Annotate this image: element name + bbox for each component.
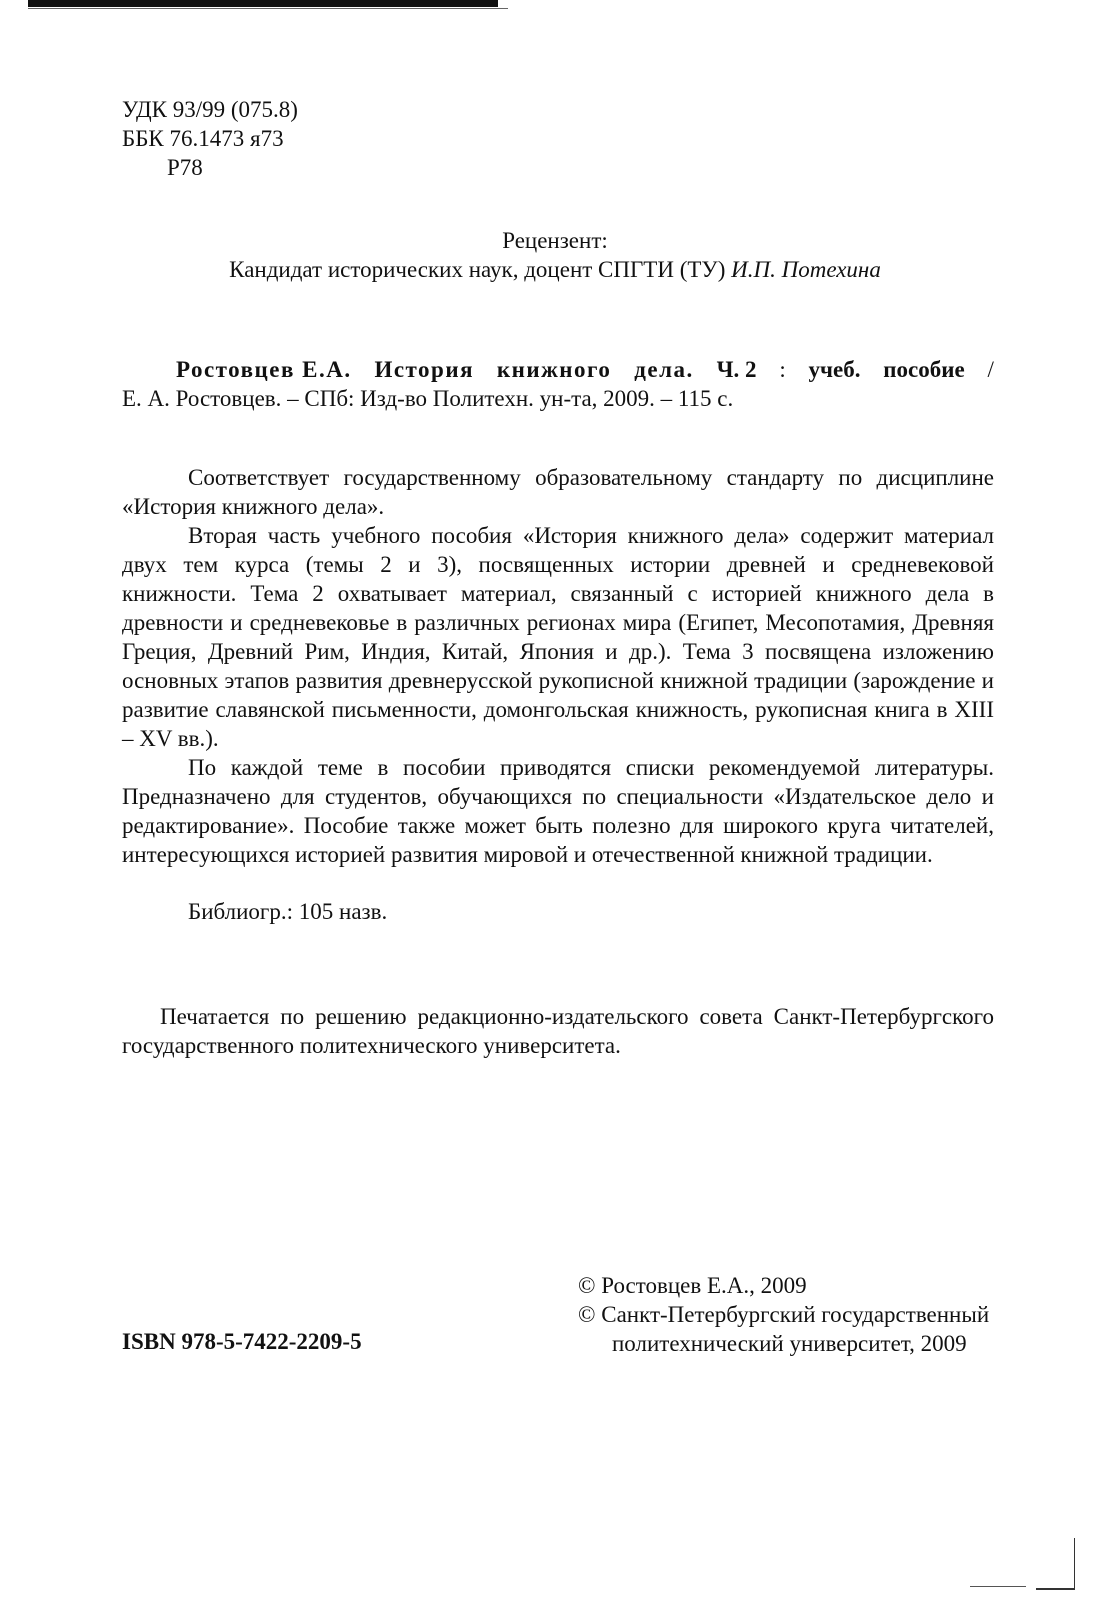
reviewer-name: И.П. Потехина (731, 257, 881, 282)
bib-word-3: дела. (634, 357, 694, 382)
bibliographic-record (122, 355, 994, 413)
copyright-line-1: © Ростовцев Е.А., 2009 (578, 1273, 807, 1298)
author-mark: Р78 (167, 155, 203, 180)
bib-line-2: Е. А. Ростовцев. – СПб: Изд-во Политехн. ун-та, 2009. – 115 с. (122, 386, 734, 411)
annotation-paragraph-2: Вторая часть учебного пособия «История книжного дела» содержит материал двух тем курса (темы 2 и 3), посвященных истории древней и средневековой книжности. Тема 2 охватывает материал, связанный с историей книжного дела в древности и средневековье в различных регионах мира (Египет, Месопотамия, Древняя Греция, Древний Рим, Индия, Китай, Япония и др.). Тема 3 посвящена изложению основных этапов развития древнерусской рукописной книжной традиции (зарождение и развитие славянской письменности, домонгольская книжность, рукописная книга в XIII – XV вв.). (122, 523, 994, 751)
udk-index: УДК 93/99 (075.8) (122, 97, 298, 122)
scan-corner-line (1074, 1538, 1075, 1588)
bib-line-1 (122, 355, 994, 384)
bib-colon: : (779, 357, 786, 382)
annotation (122, 463, 994, 926)
classification-block (122, 95, 298, 182)
annotation-paragraph-3: По каждой теме в пособии приводятся списки рекомендуемой литературы. Предназначено для студентов, обучающихся по специальности «Издательское дело и редактирование». Пособие также может быть полезно для широкого круга читателей, интересующихся историей развития мировой и отечественной книжной традиции. (122, 755, 994, 867)
approval-note (122, 1002, 994, 1060)
scan-edge-line (28, 8, 508, 9)
annotation-paragraph-1: Соответствует государственному образовательному стандарту по дисциплине «История книжного дела». (122, 465, 994, 519)
scan-edge-bar (28, 0, 498, 7)
copyright-line-2: © Санкт-Петербургский государственный (578, 1302, 990, 1327)
bib-word-7: пособие (883, 357, 965, 382)
bib-author: Ростовцев Е.А. (176, 357, 352, 382)
bib-word-1: История (374, 357, 475, 382)
copyright-line-3: политехнический университет, 2009 (612, 1331, 967, 1356)
bib-word-2: книжного (496, 357, 612, 382)
bib-word-6: учеб. (808, 357, 861, 382)
scan-corner-dash (970, 1586, 1026, 1587)
approval-text: Печатается по решению редакционно-издательского совета Санкт-Петербургского государственного политехнического университета. (122, 1004, 994, 1058)
reviewer-block (150, 226, 960, 284)
copyright-block (578, 1271, 1018, 1358)
reviewer-line (150, 255, 960, 284)
reviewer-label: Рецензент: (502, 228, 608, 253)
bibliography-count: Библиогр.: 105 назв. (188, 899, 388, 924)
bbk-index: ББК 76.1473 я73 (122, 126, 284, 151)
bib-slash: / (987, 357, 994, 382)
reviewer-text: Кандидат исторических наук, доцент СПГТИ (ТУ) (229, 257, 732, 282)
isbn: ISBN 978-5-7422-2209-5 (122, 1329, 362, 1354)
bib-part: Ч. 2 (716, 357, 757, 382)
scan-corner-foot (1036, 1588, 1075, 1590)
